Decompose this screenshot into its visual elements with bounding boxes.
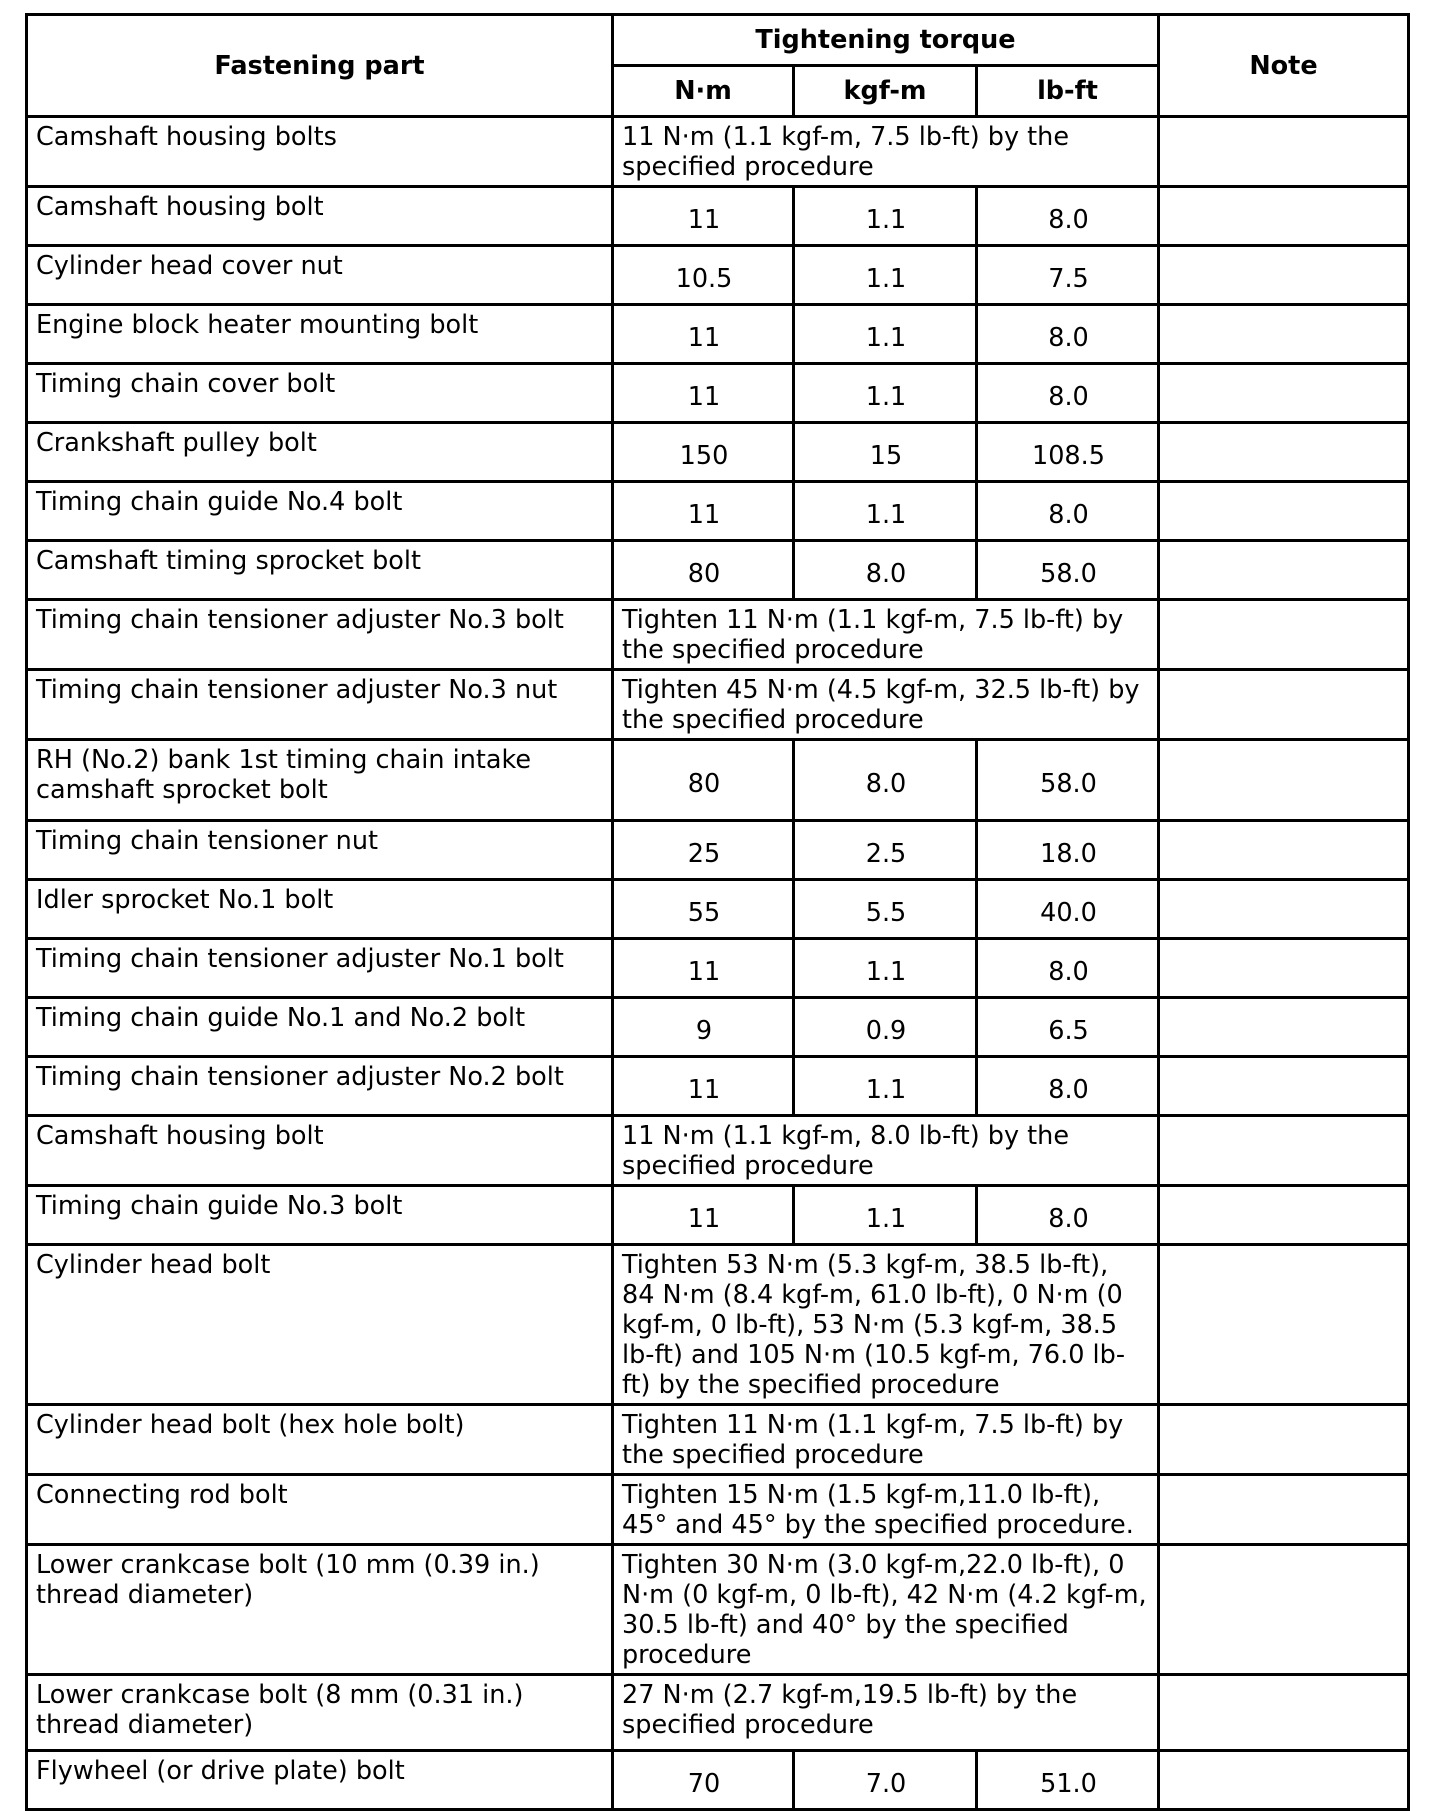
torque-procedure-cell: 27 N·m (2.7 kgf-m,19.5 lb-ft) by the specified procedure <box>613 1675 1159 1751</box>
table-row <box>27 880 1409 939</box>
table-row <box>27 1116 1409 1186</box>
fastening-part-cell: Cylinder head bolt <box>27 1245 613 1405</box>
table-row <box>27 998 1409 1057</box>
torque-kgfm-cell: 1.1 <box>794 305 977 364</box>
torque-nm-cell: 11 <box>613 1186 794 1245</box>
torque-procedure-cell: Tighten 45 N·m (4.5 kgf-m, 32.5 lb-ft) by the specified procedure <box>613 670 1159 740</box>
torque-kgfm-cell: 1.1 <box>794 1186 977 1245</box>
table-row <box>27 305 1409 364</box>
header-unit-kgfm: kgf-m <box>794 66 977 117</box>
torque-procedure-cell: Tighten 53 N·m (5.3 kgf-m, 38.5 lb-ft), 84 N·m (8.4 kgf-m, 61.0 lb-ft), 0 N·m (0 kgf-m, 0 lb-ft), 53 N·m (5.3 kgf-m, 38.5 lb-ft) and 105 N·m (10.5 kgf-m, 76.0 lb-ft) by the specified procedure <box>613 1245 1159 1405</box>
fastening-part-cell: Lower crankcase bolt (8 mm (0.31 in.) thread diameter) <box>27 1675 613 1751</box>
torque-lbft-cell: 7.5 <box>977 246 1159 305</box>
header-tightening-torque: Tightening torque <box>613 15 1159 66</box>
torque-kgfm-cell: 7.0 <box>794 1751 977 1810</box>
table-row <box>27 821 1409 880</box>
fastening-part-cell: Connecting rod bolt <box>27 1475 613 1545</box>
table-row <box>27 187 1409 246</box>
torque-lbft-cell: 8.0 <box>977 939 1159 998</box>
fastening-part-cell: RH (No.2) bank 1st timing chain intake camshaft sprocket bolt <box>27 740 613 821</box>
note-cell <box>1159 880 1409 939</box>
torque-lbft-cell: 58.0 <box>977 740 1159 821</box>
torque-lbft-cell: 8.0 <box>977 1057 1159 1116</box>
note-cell <box>1159 670 1409 740</box>
torque-nm-cell: 10.5 <box>613 246 794 305</box>
header-note: Note <box>1159 15 1409 117</box>
torque-lbft-cell: 18.0 <box>977 821 1159 880</box>
table-row <box>27 1545 1409 1675</box>
torque-kgfm-cell: 8.0 <box>794 541 977 600</box>
table-body <box>27 117 1409 1810</box>
fastening-part-cell: Flywheel (or drive plate) bolt <box>27 1751 613 1810</box>
note-cell <box>1159 482 1409 541</box>
fastening-part-cell: Camshaft housing bolts <box>27 117 613 187</box>
torque-nm-cell: 11 <box>613 364 794 423</box>
fastening-part-cell: Camshaft timing sprocket bolt <box>27 541 613 600</box>
note-cell <box>1159 1545 1409 1675</box>
fastening-part-cell: Timing chain tensioner adjuster No.1 bolt <box>27 939 613 998</box>
table-row <box>27 541 1409 600</box>
torque-procedure-cell: 11 N·m (1.1 kgf-m, 8.0 lb-ft) by the specified procedure <box>613 1116 1159 1186</box>
note-cell <box>1159 1405 1409 1475</box>
torque-kgfm-cell: 1.1 <box>794 246 977 305</box>
fastening-part-cell: Timing chain guide No.1 and No.2 bolt <box>27 998 613 1057</box>
torque-lbft-cell: 40.0 <box>977 880 1159 939</box>
torque-lbft-cell: 8.0 <box>977 305 1159 364</box>
fastening-part-cell: Camshaft housing bolt <box>27 187 613 246</box>
note-cell <box>1159 1475 1409 1545</box>
table-row <box>27 1057 1409 1116</box>
note-cell <box>1159 187 1409 246</box>
fastening-part-cell: Timing chain tensioner adjuster No.3 bolt <box>27 600 613 670</box>
header-unit-lbft: lb-ft <box>977 66 1159 117</box>
fastening-part-cell: Lower crankcase bolt (10 mm (0.39 in.) thread diameter) <box>27 1545 613 1675</box>
torque-procedure-cell: Tighten 11 N·m (1.1 kgf-m, 7.5 lb-ft) by the specified procedure <box>613 1405 1159 1475</box>
fastening-part-cell: Timing chain tensioner adjuster No.3 nut <box>27 670 613 740</box>
torque-nm-cell: 11 <box>613 305 794 364</box>
table-row <box>27 1475 1409 1545</box>
torque-kgfm-cell: 15 <box>794 423 977 482</box>
torque-lbft-cell: 58.0 <box>977 541 1159 600</box>
torque-lbft-cell: 6.5 <box>977 998 1159 1057</box>
note-cell <box>1159 740 1409 821</box>
note-cell <box>1159 998 1409 1057</box>
note-cell <box>1159 821 1409 880</box>
table-row <box>27 482 1409 541</box>
fastening-part-cell: Timing chain tensioner nut <box>27 821 613 880</box>
torque-nm-cell: 80 <box>613 541 794 600</box>
torque-nm-cell: 70 <box>613 1751 794 1810</box>
torque-kgfm-cell: 5.5 <box>794 880 977 939</box>
header-row <box>27 15 1409 66</box>
table-row <box>27 117 1409 187</box>
table-row <box>27 600 1409 670</box>
torque-nm-cell: 11 <box>613 187 794 246</box>
fastening-part-cell: Cylinder head bolt (hex hole bolt) <box>27 1405 613 1475</box>
torque-kgfm-cell: 0.9 <box>794 998 977 1057</box>
table-header <box>27 15 1409 117</box>
torque-kgfm-cell: 8.0 <box>794 740 977 821</box>
note-cell <box>1159 364 1409 423</box>
table-row <box>27 1405 1409 1475</box>
torque-nm-cell: 11 <box>613 939 794 998</box>
note-cell <box>1159 1057 1409 1116</box>
torque-lbft-cell: 8.0 <box>977 1186 1159 1245</box>
header-fastening-part: Fastening part <box>27 15 613 117</box>
torque-procedure-cell: Tighten 15 N·m (1.5 kgf-m,11.0 lb-ft), 45° and 45° by the specified procedure. <box>613 1475 1159 1545</box>
fastening-part-cell: Timing chain cover bolt <box>27 364 613 423</box>
torque-nm-cell: 11 <box>613 1057 794 1116</box>
table-row <box>27 1245 1409 1405</box>
table-row <box>27 423 1409 482</box>
torque-lbft-cell: 108.5 <box>977 423 1159 482</box>
header-unit-nm: N·m <box>613 66 794 117</box>
fastening-part-cell: Timing chain guide No.4 bolt <box>27 482 613 541</box>
table-row <box>27 1751 1409 1810</box>
torque-nm-cell: 80 <box>613 740 794 821</box>
table-row <box>27 670 1409 740</box>
torque-kgfm-cell: 1.1 <box>794 939 977 998</box>
torque-procedure-cell: Tighten 11 N·m (1.1 kgf-m, 7.5 lb-ft) by the specified procedure <box>613 600 1159 670</box>
torque-lbft-cell: 8.0 <box>977 482 1159 541</box>
torque-kgfm-cell: 1.1 <box>794 364 977 423</box>
note-cell <box>1159 423 1409 482</box>
note-cell <box>1159 1751 1409 1810</box>
note-cell <box>1159 1245 1409 1405</box>
fastening-part-cell: Cylinder head cover nut <box>27 246 613 305</box>
note-cell <box>1159 939 1409 998</box>
fastening-part-cell: Idler sprocket No.1 bolt <box>27 880 613 939</box>
torque-kgfm-cell: 1.1 <box>794 1057 977 1116</box>
note-cell <box>1159 600 1409 670</box>
torque-nm-cell: 55 <box>613 880 794 939</box>
table-row <box>27 740 1409 821</box>
torque-lbft-cell: 8.0 <box>977 187 1159 246</box>
torque-nm-cell: 150 <box>613 423 794 482</box>
fastening-part-cell: Timing chain tensioner adjuster No.2 bolt <box>27 1057 613 1116</box>
table-row <box>27 364 1409 423</box>
note-cell <box>1159 1675 1409 1751</box>
note-cell <box>1159 1116 1409 1186</box>
table-row <box>27 246 1409 305</box>
torque-lbft-cell: 8.0 <box>977 364 1159 423</box>
torque-procedure-cell: Tighten 30 N·m (3.0 kgf-m,22.0 lb-ft), 0 N·m (0 kgf-m, 0 lb-ft), 42 N·m (4.2 kgf-m, 30.5 lb-ft) and 40° by the specified procedure <box>613 1545 1159 1675</box>
table-row <box>27 1186 1409 1245</box>
torque-nm-cell: 11 <box>613 482 794 541</box>
note-cell <box>1159 117 1409 187</box>
note-cell <box>1159 305 1409 364</box>
torque-procedure-cell: 11 N·m (1.1 kgf-m, 7.5 lb-ft) by the specified procedure <box>613 117 1159 187</box>
table-row <box>27 1675 1409 1751</box>
note-cell <box>1159 246 1409 305</box>
torque-nm-cell: 9 <box>613 998 794 1057</box>
torque-lbft-cell: 51.0 <box>977 1751 1159 1810</box>
torque-kgfm-cell: 1.1 <box>794 187 977 246</box>
fastening-part-cell: Camshaft housing bolt <box>27 1116 613 1186</box>
table-row <box>27 939 1409 998</box>
torque-specification-table <box>25 13 1410 1811</box>
fastening-part-cell: Crankshaft pulley bolt <box>27 423 613 482</box>
note-cell <box>1159 1186 1409 1245</box>
torque-kgfm-cell: 1.1 <box>794 482 977 541</box>
fastening-part-cell: Timing chain guide No.3 bolt <box>27 1186 613 1245</box>
torque-nm-cell: 25 <box>613 821 794 880</box>
fastening-part-cell: Engine block heater mounting bolt <box>27 305 613 364</box>
torque-kgfm-cell: 2.5 <box>794 821 977 880</box>
note-cell <box>1159 541 1409 600</box>
